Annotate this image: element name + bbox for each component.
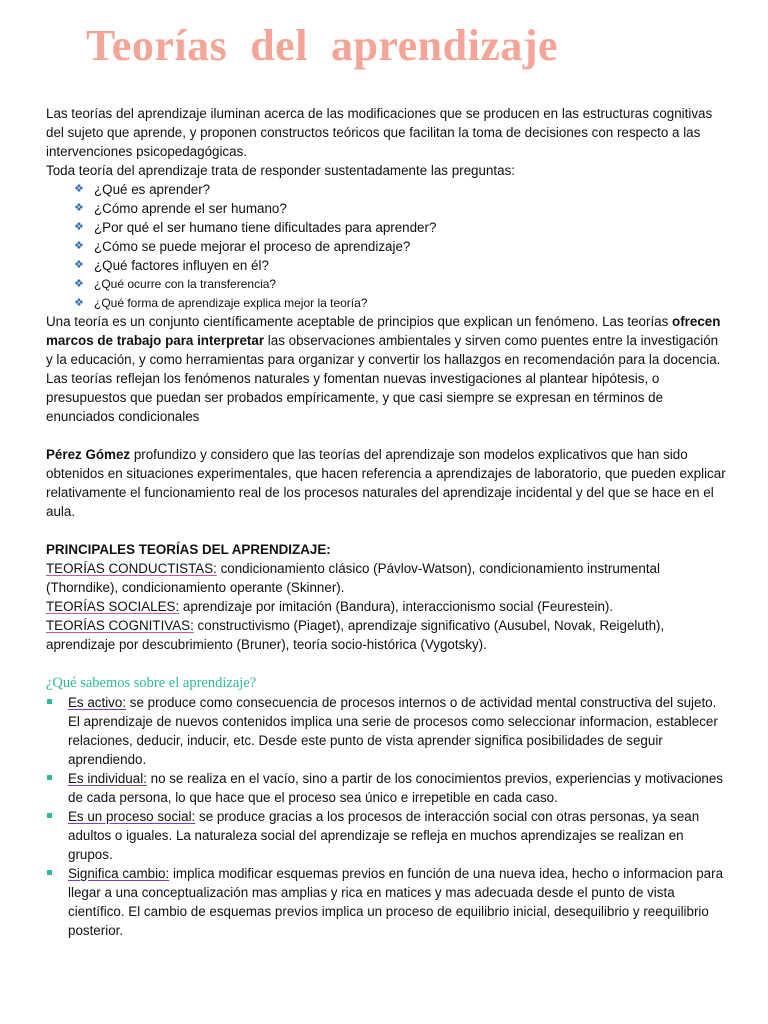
- diamond-bullet-icon: ❖: [74, 183, 84, 195]
- author-name: Pérez Gómez: [46, 447, 131, 462]
- sabemos-item: [46, 769, 726, 807]
- theory-label: TEORÍAS CONDUCTISTAS:: [46, 561, 217, 576]
- question-text: ¿Qué es aprender?: [94, 182, 211, 197]
- page-title: Teorías del aprendizaje: [86, 21, 559, 70]
- question-item: [74, 294, 726, 313]
- intro-paragraph: Las teorías del aprendizaje iluminan acerca de las modificaciones que se producen en las estructuras cognitivas del sujeto que aprende, y proponen constructos teóricos que facilitan la toma de decisiones con respecto a las intervenciones psicopedagógicas.: [46, 106, 713, 159]
- sabemos-item: [46, 693, 726, 769]
- square-bullet-icon: [47, 870, 52, 875]
- question-text: ¿Cómo se puede mejorar el proceso de aprendizaje?: [94, 239, 411, 254]
- question-text: ¿Qué factores influyen en él?: [94, 258, 269, 273]
- sabemos-text: se produce gracias a los procesos de interacción social con otras personas, ya sean adultos o iguales. La naturaleza social del aprendizaje se refleja en muchos aprendizajes se realizan en grupos.: [68, 809, 700, 862]
- theory-emphasis: ofrecen marcos de trabajo para interpretar: [46, 314, 721, 348]
- diamond-bullet-icon: ❖: [74, 240, 84, 252]
- theory-label: TEORÍAS SOCIALES:: [46, 599, 180, 614]
- question-text: ¿Qué forma de aprendizaje explica mejor la teoría?: [94, 295, 368, 310]
- document-body: [46, 104, 726, 940]
- sabemos-label: Es activo:: [68, 695, 127, 710]
- theory-desc: condicionamiento clásico (Pávlov-Watson), condicionamiento instrumental (Thorndike), condicionamiento operante (Skinner).: [46, 561, 660, 595]
- sabemos-text: no se realiza en el vacío, sino a partir de los conocimientos previos, experiencias y motivaciones de cada persona, lo que hace que el proceso sea único e irrepetible en cada caso.: [68, 771, 723, 805]
- theory-text-b: las observaciones ambientales y sirven como puentes entre la investigación y la educación, y como herramientas para organizar y convertir los hallazgos en recomendación para la docencia.: [46, 333, 721, 367]
- diamond-bullet-icon: ❖: [74, 296, 84, 309]
- sabemos-label: Significa cambio:: [68, 866, 170, 881]
- question-text: ¿Cómo aprende el ser humano?: [94, 201, 287, 216]
- sabemos-label: Es un proceso social:: [68, 809, 196, 824]
- sabemos-item: [46, 864, 726, 940]
- spacer: [46, 426, 726, 445]
- question-item: [74, 256, 726, 275]
- intro-questions-lead: Toda teoría del aprendizaje trata de responder sustentadamente las preguntas:: [46, 163, 515, 178]
- theory-reflect-paragraph: Las teorías reflejan los fenómenos naturales y fomentan nuevas investigaciones al plantear hipótesis, o presupuestos que puedan ser probados empíricamente, y que casi siempre se expresan en términos de enunciados condicionales: [46, 371, 664, 424]
- perez-text: profundizo y considero que las teorías del aprendizaje son modelos explicativos que han sido obtenidos en situaciones experimentales, que hacen referencia a aprendizajes de laboratorio, que pueden explicar relativamente el funcionamiento real de los procesos naturales del aprendizaje incidental y del que se hace en el aula.: [46, 447, 726, 519]
- theory-definition-paragraph: [46, 312, 726, 369]
- perez-paragraph: [46, 445, 726, 521]
- theory-label: TEORÍAS COGNITIVAS:: [46, 618, 194, 633]
- diamond-bullet-icon: ❖: [74, 259, 84, 271]
- theory-item-conductistas: [46, 559, 726, 597]
- diamond-bullet-icon: ❖: [74, 202, 84, 214]
- question-item: [74, 218, 726, 237]
- principales-heading: [46, 540, 726, 559]
- sabemos-label: Es individual:: [68, 771, 147, 786]
- question-item: [74, 199, 726, 218]
- question-item: [74, 275, 726, 294]
- spacer: [46, 521, 726, 540]
- theory-item-sociales: [46, 597, 726, 616]
- questions-list: [46, 180, 726, 312]
- square-bullet-icon: [47, 699, 52, 704]
- sabemos-text: implica modificar esquemas previos en función de una nueva idea, hecho o informacion para llegar a una conceptualización mas amplias y rica en matices y mas adecuada desde el punto de vista científico. El cambio de esquemas previos implica un proceso de equilibrio inicial, desequilibrio y reequilibrio posterior.: [68, 866, 724, 938]
- square-bullet-icon: [47, 775, 52, 780]
- theory-text-a: Una teoría es un conjunto científicamente aceptable de principios que explican un fenómeno. Las teorías: [46, 314, 673, 329]
- question-text: ¿Por qué el ser humano tiene dificultades para aprender?: [94, 220, 437, 235]
- sabemos-heading: ¿Qué sabemos sobre el aprendizaje?: [46, 675, 257, 691]
- diamond-bullet-icon: ❖: [74, 278, 84, 290]
- principales-heading-text: PRINCIPALES TEORÍAS DEL APRENDIZAJE:: [46, 542, 331, 557]
- question-item: [74, 237, 726, 256]
- diamond-bullet-icon: ❖: [74, 221, 84, 233]
- question-text: ¿Qué ocurre con la transferencia?: [94, 277, 277, 291]
- square-bullet-icon: [47, 813, 52, 818]
- theory-item-cognitivas: [46, 616, 726, 654]
- question-item: [74, 180, 726, 199]
- theory-desc: constructivismo (Piaget), aprendizaje significativo (Ausubel, Novak, Reigeluth), aprendizaje por descubrimiento (Bruner), teoría socio-histórica (Vygotsky).: [46, 618, 665, 652]
- theory-desc: aprendizaje por imitación (Bandura), interaccionismo social (Feurestein).: [179, 599, 614, 614]
- sabemos-text: se produce como consecuencia de procesos internos o de actividad mental constructiva del sujeto. El aprendizaje de nuevos contenidos implica una serie de procesos como seleccionar informacion, establecer relaciones, deducir, inducir, etc. Desde este punto de vista aprender significa posibilidades de seguir aprendiendo.: [68, 695, 718, 767]
- sabemos-list: [46, 693, 726, 940]
- sabemos-item: [46, 807, 726, 864]
